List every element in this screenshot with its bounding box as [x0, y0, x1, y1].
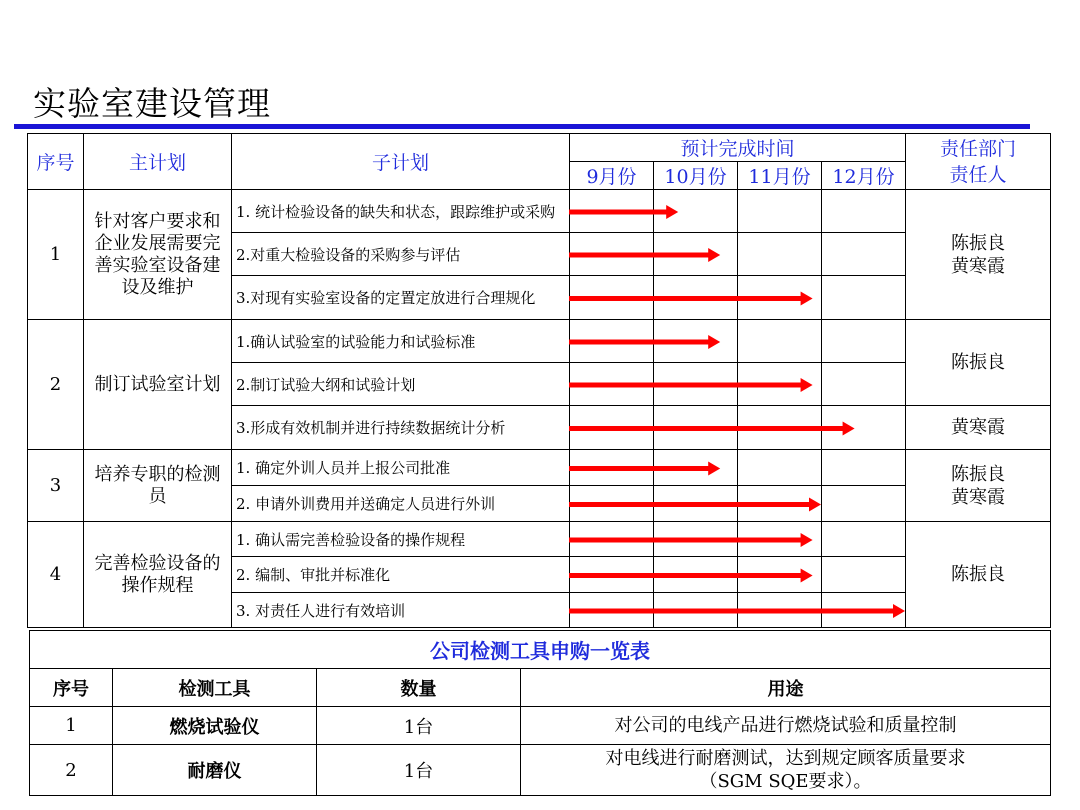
group-1-seq: 1	[28, 190, 84, 320]
group-2-responsible-1: 陈振良	[906, 320, 1051, 406]
tools-row-2-tool: 耐磨仪	[113, 745, 317, 796]
header-month-9: 9月份	[570, 162, 654, 190]
group-4-responsible: 陈振良	[906, 522, 1051, 628]
group-2-main-plan: 制订试验室计划	[84, 320, 232, 450]
tools-row-2-use: 对电线进行耐磨测试，达到规定顾客质量要求 （SGM SQE要求）。	[521, 745, 1051, 796]
tools-table	[29, 630, 1051, 796]
group-4-seq: 4	[28, 522, 84, 628]
header-month-11: 11月份	[738, 162, 822, 190]
page-title: 实验室建设管理	[33, 84, 271, 123]
group-1-responsible: 陈振良 黄寒霞	[906, 190, 1051, 320]
tools-row-1-tool: 燃烧试验仪	[113, 707, 317, 745]
group-2-item-2: 2.制订试验大纲和试验计划	[232, 363, 570, 406]
group-1-item-1: 1. 统计检验设备的缺失和状态，跟踪维护或采购	[232, 190, 570, 233]
group-2-item-1: 1.确认试验室的试验能力和试验标准	[232, 320, 570, 363]
header-month-10: 10月份	[654, 162, 738, 190]
group-4-item-1: 1. 确认需完善检验设备的操作规程	[232, 522, 570, 557]
group-3-main-plan: 培养专职的检测员	[84, 450, 232, 522]
tools-row-2-qty: 1台	[317, 745, 521, 796]
tools-header-qty: 数量	[317, 669, 521, 707]
header-seq: 序号	[28, 134, 84, 190]
tools-header-seq: 序号	[30, 669, 113, 707]
tools-header-use: 用途	[521, 669, 1051, 707]
header-person: 责任人	[949, 163, 1007, 186]
group-3-seq: 3	[28, 450, 84, 522]
group-2-responsible-2: 黄寒霞	[906, 406, 1051, 450]
header-expected-time: 预计完成时间	[570, 134, 906, 162]
group-4-item-2: 2. 编制、审批并标准化	[232, 557, 570, 593]
group-2-seq: 2	[28, 320, 84, 450]
tools-header-tool: 检测工具	[113, 669, 317, 707]
header-responsible	[906, 134, 1051, 190]
plan-table	[27, 133, 1051, 628]
tools-caption: 公司检测工具申购一览表	[30, 631, 1051, 669]
tools-row-1-use: 对公司的电线产品进行燃烧试验和质量控制	[521, 707, 1051, 745]
group-1-item-2: 2.对重大检验设备的采购参与评估	[232, 233, 570, 276]
header-sub-plan: 子计划	[232, 134, 570, 190]
group-2-item-3: 3.形成有效机制并进行持续数据统计分析	[232, 406, 570, 450]
group-1-item-3: 3.对现有实验室设备的定置定放进行合理规化	[232, 276, 570, 320]
header-dept: 责任部门	[940, 137, 1017, 160]
header-month-12: 12月份	[822, 162, 906, 190]
group-4-item-3: 3. 对责任人进行有效培训	[232, 593, 570, 628]
tools-row-2-seq: 2	[30, 745, 113, 796]
group-1-main-plan: 针对客户要求和企业发展需要完善实验室设备建设及维护	[84, 190, 232, 320]
group-3-responsible: 陈振良 黄寒霞	[906, 450, 1051, 522]
title-underline	[14, 124, 1030, 129]
group-3-item-1: 1. 确定外训人员并上报公司批准	[232, 450, 570, 486]
tools-row-1-qty: 1台	[317, 707, 521, 745]
group-3-item-2: 2. 申请外训费用并送确定人员进行外训	[232, 486, 570, 522]
group-4-main-plan: 完善检验设备的操作规程	[84, 522, 232, 628]
tools-row-1-seq: 1	[30, 707, 113, 745]
header-main-plan: 主计划	[84, 134, 232, 190]
